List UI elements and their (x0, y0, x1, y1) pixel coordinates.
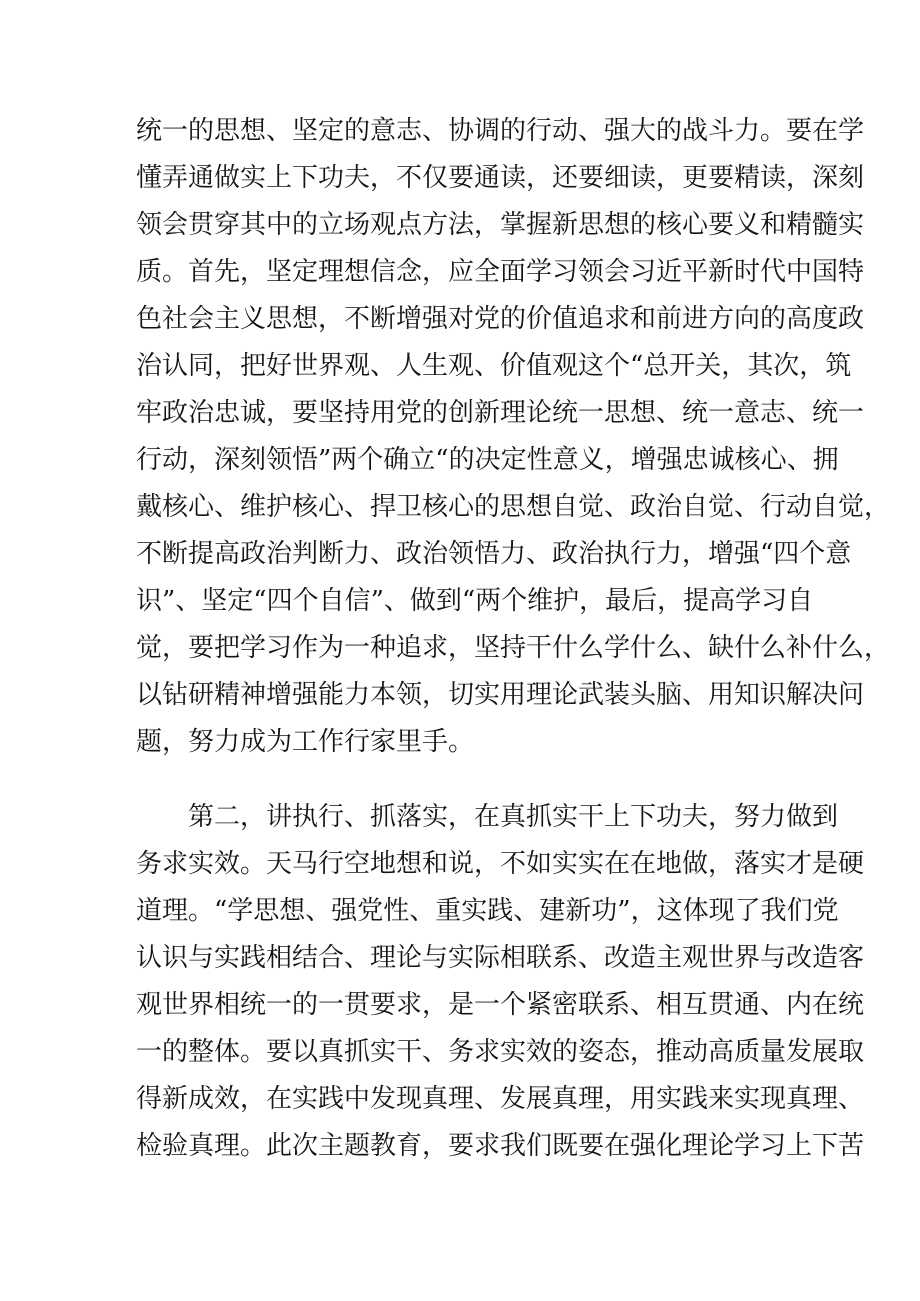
paragraph-1-line-14: 题，努力成为工作行家里手。 (136, 727, 475, 757)
paragraph-1-line-1: 统一的思想、坚定的意志、协调的行动、强大的战斗力。要在学 (136, 116, 865, 146)
paragraph-2-line-8: 检验真理。此次主题教育，要求我们既要在强化理论学习上下苦 (136, 1131, 865, 1161)
paragraph-1-line-13: 以钻研精神增强能力本领，切实用理论武装头脑、用知识解决问 (136, 680, 865, 710)
paragraph-2-line-4: 认识与实践相结合、理论与实际相联系、改造主观世界与改造客 (136, 943, 865, 973)
paragraph-1-line-12: 觉，要把学习作为一种追求，坚持干什么学什么、缺什么补什么， (136, 633, 891, 663)
paragraph-1-line-7: 牢政治忠诚，要坚持用党的创新理论统一思想、统一意志、统一 (136, 398, 865, 428)
paragraph-1-line-5: 色社会主义思想，不断增强对党的价值追求和前进方向的高度政 (136, 304, 865, 334)
paragraph-1-line-10: 不断提高政治判断力、政治领悟力、政治执行力，增强“四个意 (136, 539, 852, 569)
paragraph-1-line-11: 识”、坚定“四个自信”、做到“两个维护，最后，提高学习自 (136, 586, 814, 616)
paragraph-1-line-6: 治认同，把好世界观、人生观、价值观这个“总开关，其次，筑 (136, 351, 852, 381)
paragraph-1-line-9: 戴核心、维护核心、捍卫核心的思想自觉、政治自觉、行动自觉， (136, 492, 891, 522)
paragraph-2-line-2: 务求实效。天马行空地想和说，不如实实在在地做，落实才是硬 (136, 849, 865, 879)
paragraph-2-line-7: 得新成效，在实践中发现真理、发展真理，用实践来实现真理、 (136, 1084, 865, 1114)
paragraph-1-line-8: 行动，深刻领悟”两个确立“的决定性意义，增强忠诚核心、拥 (136, 445, 839, 475)
paragraph-2-line-6: 一的整体。要以真抓实干、务求实效的姿态，推动高质量发展取 (136, 1037, 865, 1067)
paragraph-1-line-3: 领会贯穿其中的立场观点方法，掌握新思想的核心要义和精髓实 (136, 210, 865, 240)
paragraph-2-line-3: 道理。“学思想、强党性、重实践、建新功”，这体现了我们党 (136, 896, 839, 926)
paragraph-1-line-4: 质。首先，坚定理想信念，应全面学习领会习近平新时代中国特 (136, 257, 865, 287)
paragraph-2-line-1: 第二，讲执行、抓落实，在真抓实干上下功夫，努力做到 (188, 802, 839, 832)
paragraph-2-line-5: 观世界相统一的一贯要求，是一个紧密联系、相互贯通、内在统 (136, 990, 865, 1020)
paragraph-1-line-2: 懂弄通做实上下功夫，不仅要通读，还要细读，更要精读，深刻 (136, 163, 865, 193)
